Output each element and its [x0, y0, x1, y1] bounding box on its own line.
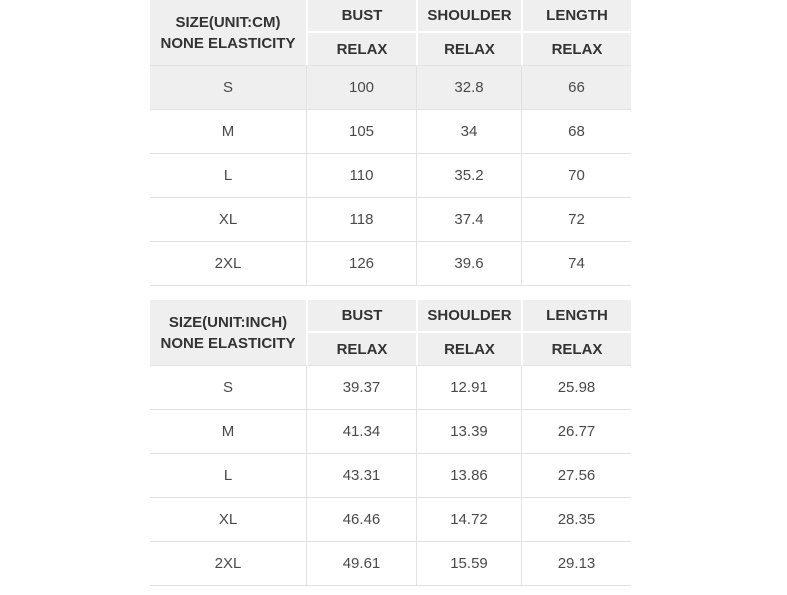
size-unit-header-cell-inch [150, 300, 306, 366]
size-unit-line1: SIZE(UNIT:INCH) [168, 313, 288, 331]
size-unit-line2: NONE ELASTICITY [160, 334, 296, 352]
subheader-length-relax: RELAX [521, 33, 631, 66]
length-value-cell: 70 [521, 154, 631, 198]
col-header-bust: BUST [306, 300, 416, 333]
shoulder-value-cell: 15.59 [416, 542, 521, 586]
size-cell: S [150, 366, 306, 410]
table-row-xl-inch [150, 498, 631, 542]
length-value-cell: 66 [521, 66, 631, 110]
length-value-cell: 72 [521, 198, 631, 242]
bust-value-cell: 49.61 [306, 542, 416, 586]
shoulder-value-cell: 13.86 [416, 454, 521, 498]
shoulder-value-cell: 32.8 [416, 66, 521, 110]
size-cell: M [150, 110, 306, 154]
table-row-s-inch [150, 366, 631, 410]
size-table-cm-grid [150, 0, 631, 286]
header-row-measure-cm [150, 0, 631, 33]
shoulder-value-cell: 34 [416, 110, 521, 154]
col-header-length: LENGTH [521, 300, 631, 333]
bust-value-cell: 100 [306, 66, 416, 110]
length-value-cell: 29.13 [521, 542, 631, 586]
bust-value-cell: 46.46 [306, 498, 416, 542]
bust-value-cell: 41.34 [306, 410, 416, 454]
subheader-bust-relax: RELAX [306, 33, 416, 66]
size-cell: XL [150, 498, 306, 542]
shoulder-value-cell: 14.72 [416, 498, 521, 542]
length-value-cell: 74 [521, 242, 631, 286]
shoulder-value-cell: 37.4 [416, 198, 521, 242]
size-cell: L [150, 154, 306, 198]
size-table-inch-grid [150, 300, 631, 586]
size-cell: L [150, 454, 306, 498]
shoulder-value-cell: 13.39 [416, 410, 521, 454]
subheader-length-relax: RELAX [521, 333, 631, 366]
bust-value-cell: 110 [306, 154, 416, 198]
size-unit-header-cell-cm [150, 0, 306, 66]
shoulder-value-cell: 12.91 [416, 366, 521, 410]
size-cell: XL [150, 198, 306, 242]
size-cell: M [150, 410, 306, 454]
length-value-cell: 68 [521, 110, 631, 154]
bust-value-cell: 126 [306, 242, 416, 286]
table-row-s-cm [150, 66, 631, 110]
table-row-xl-cm [150, 198, 631, 242]
size-unit-line1: SIZE(UNIT:CM) [175, 13, 281, 31]
table-row-l-inch [150, 454, 631, 498]
table-row-l-cm [150, 154, 631, 198]
bust-value-cell: 43.31 [306, 454, 416, 498]
header-row-measure-inch [150, 300, 631, 333]
length-value-cell: 27.56 [521, 454, 631, 498]
table-row-m-cm [150, 110, 631, 154]
table-row-2xl-cm [150, 242, 631, 286]
subheader-bust-relax: RELAX [306, 333, 416, 366]
size-table-cm [150, 0, 631, 286]
length-value-cell: 25.98 [521, 366, 631, 410]
size-unit-line2: NONE ELASTICITY [160, 34, 296, 52]
table-row-m-inch [150, 410, 631, 454]
col-header-bust: BUST [306, 0, 416, 33]
size-cell: 2XL [150, 242, 306, 286]
length-value-cell: 28.35 [521, 498, 631, 542]
shoulder-value-cell: 35.2 [416, 154, 521, 198]
shoulder-value-cell: 39.6 [416, 242, 521, 286]
size-cell: 2XL [150, 542, 306, 586]
col-header-length: LENGTH [521, 0, 631, 33]
size-table-inch [150, 300, 631, 586]
subheader-shoulder-relax: RELAX [416, 333, 521, 366]
subheader-shoulder-relax: RELAX [416, 33, 521, 66]
col-header-shoulder: SHOULDER [416, 0, 521, 33]
size-cell: S [150, 66, 306, 110]
bust-value-cell: 118 [306, 198, 416, 242]
col-header-shoulder: SHOULDER [416, 300, 521, 333]
bust-value-cell: 39.37 [306, 366, 416, 410]
table-row-2xl-inch [150, 542, 631, 586]
bust-value-cell: 105 [306, 110, 416, 154]
length-value-cell: 26.77 [521, 410, 631, 454]
